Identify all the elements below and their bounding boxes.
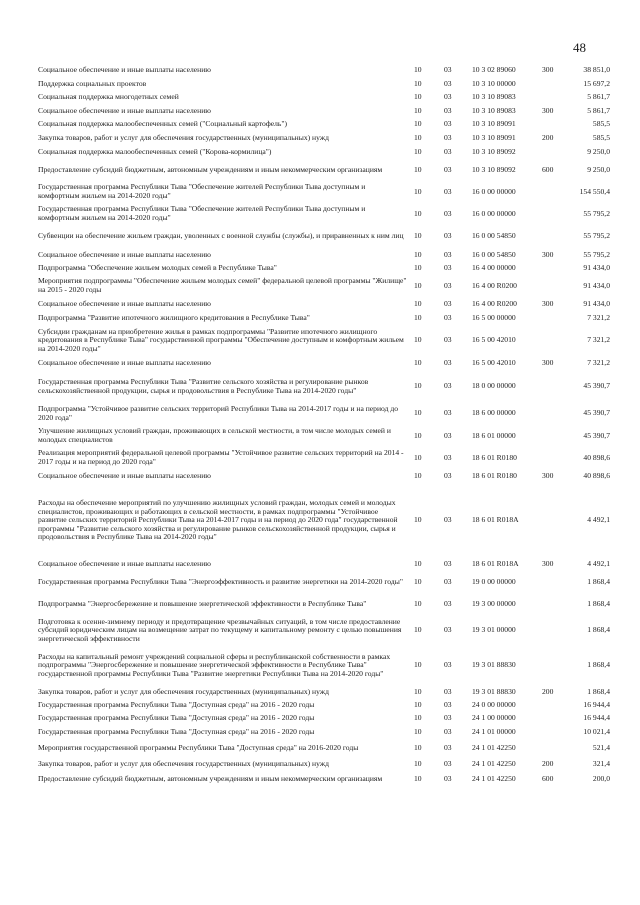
table-row [38, 615, 610, 646]
target-article-cell: 24 1 01 42250 [472, 758, 516, 768]
target-article-cell: 10 3 10 89091 [472, 119, 516, 129]
section-cell: 10 [414, 186, 422, 196]
table-row [38, 131, 610, 145]
expense-type-cell [542, 447, 570, 469]
subsection-cell: 03 [444, 186, 452, 196]
target-article-cell: 16 0 00 00000 [472, 186, 516, 196]
subsection-cell: 03 [444, 208, 452, 218]
amount-cell: 38 851,0 [583, 65, 610, 75]
expense-type-cell: 300 [542, 105, 554, 115]
section-cell: 10 [414, 686, 422, 696]
section-cell: 10 [414, 208, 422, 218]
amount-cell: 585,5 [592, 119, 610, 129]
subsection-cell: 03 [444, 146, 452, 156]
section-cell: 10 [414, 470, 422, 480]
name-cell: Социальное обеспечение и иные выплаты населению [38, 470, 211, 480]
name-cell: Улучшение жилищных условий граждан, проживающих в сельской местности, в том числе молодых семей и молодых специалистов [38, 426, 391, 444]
amount-cell: 4 492,1 [587, 515, 610, 525]
expense-type-cell [542, 739, 570, 757]
target-article-cell: 19 3 01 00000 [472, 625, 516, 635]
table-row [38, 483, 610, 558]
subsection-cell: 03 [444, 598, 452, 608]
expense-type-cell [542, 646, 570, 685]
section-cell: 10 [414, 358, 422, 368]
name-cell: Мероприятия государственной программы Республики Тыва "Доступная среда" на 2016-2020 годы [38, 742, 359, 752]
table-row [38, 159, 610, 181]
name-cell: Социальное обеспечение и иные выплаты населению [38, 358, 211, 368]
expense-type-cell: 300 [542, 249, 554, 259]
name-cell: Социальное обеспечение и иные выплаты населению [38, 298, 211, 308]
name-cell: Государственная программа Республики Тыва "Развитие сельского хозяйства и регулирование рынков сельскохозяйственной продукции, сырья и продовольствия в Республике Тыва на 2014-2020 годы" [38, 376, 369, 395]
target-article-cell: 24 1 01 42250 [472, 774, 516, 784]
section-cell: 10 [414, 559, 422, 569]
subsection-cell: 03 [444, 249, 452, 259]
target-article-cell: 16 4 00 R0200 [472, 280, 517, 290]
expense-type-cell [542, 699, 570, 712]
name-cell: Предоставление субсидий бюджетным, автономным учреждениям и иным некоммерческим организациям [38, 164, 383, 174]
expense-type-cell: 200 [542, 132, 554, 142]
table-row [38, 203, 610, 225]
expense-type-cell [542, 77, 570, 91]
amount-cell: 45 390,7 [583, 430, 610, 440]
name-cell: Подготовка к осенне-зимнему периоду и предотвращение чрезвычайных ситуаций, в том числе предоставление субсидий юридическим лицам на возмещение затрат по текущему и капитальному ремонту с целью повышения энергетической эффективности [38, 616, 402, 643]
section-cell: 10 [414, 742, 422, 752]
name-cell: Социальная поддержка малообеспеченных семей ("Корова-кормилица") [38, 146, 272, 156]
name-cell: Подпрограмма "Обеспечение жильем молодых семей в Республике Тыва" [38, 263, 277, 273]
amount-cell: 5 861,7 [587, 105, 610, 115]
amount-cell: 40 898,6 [583, 452, 610, 462]
table-row [38, 739, 610, 757]
section-cell: 10 [414, 263, 422, 273]
name-cell: Субсидии гражданам на приобретение жилья в рамках подпрограммы "Развитие ипотечного жилищного кредитования в Республике Тыва" государственной программы "Обеспечение доступным и комфортным жильем на 2014-2020 годы" [38, 326, 404, 353]
expense-type-cell [542, 203, 570, 225]
expense-type-cell: 600 [542, 164, 554, 174]
target-article-cell: 16 5 00 00000 [472, 312, 516, 322]
expense-type-cell: 600 [542, 774, 554, 784]
expense-type-cell [542, 712, 570, 725]
name-cell: Реализация мероприятий федеральной целевой программы "Устойчивое развитие сельских территорий на 2014 - 2017 годы и на период до 2020 года" [38, 448, 404, 466]
subsection-cell: 03 [444, 164, 452, 174]
target-article-cell: 16 0 00 54850 [472, 231, 516, 241]
amount-cell: 4 492,1 [587, 559, 610, 569]
target-article-cell: 18 6 00 00000 [472, 408, 516, 418]
amount-cell: 40 898,6 [583, 470, 610, 480]
name-cell: Государственная программа Республики Тыва "Обеспечение жителей Республики Тыва доступным и комфортным жильем на 2014-2020 годы" [38, 204, 366, 222]
target-article-cell: 18 0 00 00000 [472, 381, 516, 391]
table-body [38, 64, 610, 788]
expense-type-cell [542, 225, 570, 248]
target-article-cell: 16 5 00 42010 [472, 358, 516, 368]
expense-type-cell [542, 275, 570, 297]
name-cell: Государственная программа Республики Тыва "Доступная среда" на 2016 - 2020 годы [38, 726, 315, 736]
subsection-cell: 03 [444, 312, 452, 322]
target-article-cell: 10 3 10 00000 [472, 78, 516, 88]
section-cell: 10 [414, 515, 422, 525]
name-cell: Социальное обеспечение и иные выплаты населению [38, 65, 211, 75]
target-article-cell: 18 6 01 R0180 [472, 470, 517, 480]
amount-cell: 200,0 [592, 774, 610, 784]
table-row [38, 104, 610, 118]
table-row [38, 225, 610, 248]
table-row [38, 685, 610, 699]
expense-type-cell: 300 [542, 470, 554, 480]
name-cell: Социальное обеспечение и иные выплаты населению [38, 105, 211, 115]
subsection-cell: 03 [444, 65, 452, 75]
table-row [38, 356, 610, 371]
amount-cell: 1 868,4 [587, 576, 610, 586]
amount-cell: 55 795,2 [583, 231, 610, 241]
table-row [38, 64, 610, 77]
amount-cell: 5 861,7 [587, 92, 610, 102]
section-cell: 10 [414, 430, 422, 440]
amount-cell: 15 697,2 [583, 78, 610, 88]
expense-type-cell [542, 725, 570, 739]
target-article-cell: 18 6 01 00000 [472, 430, 516, 440]
section-cell: 10 [414, 249, 422, 259]
section-cell: 10 [414, 576, 422, 586]
name-cell: Государственная программа Республики Тыва "Энергоэффективность и развитие энергетики на 2014-2020 годы" [38, 576, 403, 586]
target-article-cell: 10 3 10 89092 [472, 146, 516, 156]
subsection-cell: 03 [444, 742, 452, 752]
table-row [38, 571, 610, 593]
expense-type-cell [542, 325, 570, 356]
subsection-cell: 03 [444, 381, 452, 391]
section-cell: 10 [414, 280, 422, 290]
name-cell: Закупка товаров, работ и услуг для обеспечения государственных (муниципальных) нужд [38, 132, 329, 142]
name-cell: Закупка товаров, работ и услуг для обеспечения государственных (муниципальных) нужд [38, 686, 329, 696]
subsection-cell: 03 [444, 298, 452, 308]
subsection-cell: 03 [444, 758, 452, 768]
expense-type-cell [542, 181, 570, 203]
amount-cell: 1 868,4 [587, 686, 610, 696]
subsection-cell: 03 [444, 263, 452, 273]
section-cell: 10 [414, 92, 422, 102]
subsection-cell: 03 [444, 660, 452, 670]
amount-cell: 1 868,4 [587, 625, 610, 635]
name-cell: Расходы на обеспечение мероприятий по улучшению жилищных условий граждан, молодых семей и молодых специалистов, проживающих и работающих в сельской местности, в рамках подпрограммы "Устойчивое развитие сельских территорий Республики Тыва на 2014-2017 годы и на период до 2020 года" государственной программы "Развитие сельского хозяйства и регулирование рынков сельскохозяйственной продукции, сырья и продовольствия в Республике Тыва на 2014-2020 годы" [38, 498, 398, 542]
target-article-cell: 16 4 00 00000 [472, 263, 516, 273]
expense-type-cell: 300 [542, 298, 554, 308]
amount-cell: 55 795,2 [583, 249, 610, 259]
amount-cell: 154 550,4 [579, 186, 610, 196]
table-row [38, 181, 610, 203]
amount-cell: 1 868,4 [587, 660, 610, 670]
target-article-cell: 16 5 00 42010 [472, 335, 516, 345]
subsection-cell: 03 [444, 119, 452, 129]
subsection-cell: 03 [444, 358, 452, 368]
amount-cell: 91 434,0 [583, 280, 610, 290]
table-row [38, 469, 610, 483]
name-cell: Государственная программа Республики Тыва "Доступная среда" на 2016 - 2020 годы [38, 713, 315, 723]
section-cell: 10 [414, 335, 422, 345]
section-cell: 10 [414, 774, 422, 784]
section-cell: 10 [414, 78, 422, 88]
expense-type-cell: 300 [542, 358, 554, 368]
table-row [38, 118, 610, 131]
amount-cell: 9 250,0 [587, 164, 610, 174]
expense-type-cell: 300 [542, 559, 554, 569]
name-cell: Подпрограмма "Развитие ипотечного жилищного кредитования в Республике Тыва" [38, 312, 310, 322]
subsection-cell: 03 [444, 105, 452, 115]
name-cell: Социальное обеспечение и иные выплаты населению [38, 559, 211, 569]
subsection-cell: 03 [444, 559, 452, 569]
section-cell: 10 [414, 758, 422, 768]
amount-cell: 9 250,0 [587, 146, 610, 156]
subsection-cell: 03 [444, 408, 452, 418]
name-cell: Социальная поддержка многодетных семей [38, 92, 179, 102]
amount-cell: 7 321,2 [587, 312, 610, 322]
amount-cell: 10 021,4 [583, 726, 610, 736]
table-row [38, 425, 610, 447]
target-article-cell: 16 0 00 54850 [472, 249, 516, 259]
name-cell: Расходы на капитальный ремонт учреждений социальной сферы и республиканской собственности в рамках подпрограммы "Энергосбережение и повышение энергетической эффективности в Республике Тыва" государственной программы Республики Тыва "Развитие энергетики Республики Тыва на 2014-2020 годы" [38, 651, 391, 678]
target-article-cell: 10 3 10 89092 [472, 164, 516, 174]
name-cell: Государственная программа Республики Тыва "Доступная среда" на 2016 - 2020 годы [38, 700, 315, 710]
target-article-cell: 16 4 00 R0200 [472, 298, 517, 308]
subsection-cell: 03 [444, 280, 452, 290]
amount-cell: 91 434,0 [583, 263, 610, 273]
amount-cell: 45 390,7 [583, 381, 610, 391]
expense-type-cell [542, 91, 570, 104]
section-cell: 10 [414, 452, 422, 462]
section-cell: 10 [414, 164, 422, 174]
name-cell: Мероприятия подпрограммы "Обеспечение жильем молодых семей" федеральной целевой программы "Жилище" на 2015 - 2020 годы [38, 276, 407, 294]
section-cell: 10 [414, 381, 422, 391]
amount-cell: 91 434,0 [583, 298, 610, 308]
expense-type-cell [542, 118, 570, 131]
target-article-cell: 24 1 00 00000 [472, 713, 516, 723]
subsection-cell: 03 [444, 515, 452, 525]
amount-cell: 521,4 [592, 742, 610, 752]
expense-type-cell [542, 425, 570, 447]
expense-type-cell [542, 145, 570, 159]
target-article-cell: 10 3 10 89083 [472, 92, 516, 102]
section-cell: 10 [414, 726, 422, 736]
table-row [38, 646, 610, 685]
table-row [38, 371, 610, 402]
expense-type-cell: 200 [542, 686, 554, 696]
target-article-cell: 19 3 01 88830 [472, 686, 516, 696]
subsection-cell: 03 [444, 774, 452, 784]
amount-cell: 321,4 [592, 758, 610, 768]
table-row [38, 311, 610, 325]
amount-cell: 1 868,4 [587, 598, 610, 608]
table-row [38, 145, 610, 159]
subsection-cell: 03 [444, 430, 452, 440]
section-cell: 10 [414, 231, 422, 241]
expense-type-cell [542, 402, 570, 425]
table-row [38, 77, 610, 91]
section-cell: 10 [414, 713, 422, 723]
subsection-cell: 03 [444, 726, 452, 736]
target-article-cell: 24 1 01 00000 [472, 726, 516, 736]
target-article-cell: 19 3 01 88830 [472, 660, 516, 670]
table-row [38, 248, 610, 262]
expense-type-cell [542, 262, 570, 275]
subsection-cell: 03 [444, 92, 452, 102]
amount-cell: 55 795,2 [583, 208, 610, 218]
name-cell: Государственная программа Республики Тыва "Обеспечение жителей Республики Тыва доступным и комфортным жильем на 2014-2020 годы" [38, 182, 366, 200]
section-cell: 10 [414, 65, 422, 75]
table-row [38, 262, 610, 275]
section-cell: 10 [414, 298, 422, 308]
subsection-cell: 03 [444, 132, 452, 142]
amount-cell: 585,5 [592, 132, 610, 142]
subsection-cell: 03 [444, 686, 452, 696]
target-article-cell: 16 0 00 00000 [472, 208, 516, 218]
table-row [38, 593, 610, 615]
table-row [38, 725, 610, 739]
target-article-cell: 18 6 01 R018A [472, 559, 519, 569]
section-cell: 10 [414, 146, 422, 156]
amount-cell: 7 321,2 [587, 358, 610, 368]
table-row [38, 712, 610, 725]
amount-cell: 16 944,4 [583, 700, 610, 710]
section-cell: 10 [414, 312, 422, 322]
name-cell: Закупка товаров, работ и услуг для обеспечения государственных (муниципальных) нужд [38, 758, 329, 768]
subsection-cell: 03 [444, 452, 452, 462]
name-cell: Социальное обеспечение и иные выплаты населению [38, 249, 211, 259]
section-cell: 10 [414, 132, 422, 142]
target-article-cell: 19 0 00 00000 [472, 576, 516, 586]
amount-cell: 7 321,2 [587, 335, 610, 345]
subsection-cell: 03 [444, 335, 452, 345]
section-cell: 10 [414, 408, 422, 418]
expense-type-cell: 200 [542, 758, 554, 768]
section-cell: 10 [414, 660, 422, 670]
target-article-cell: 19 3 00 00000 [472, 598, 516, 608]
table-row [38, 91, 610, 104]
table-row [38, 757, 610, 771]
subsection-cell: 03 [444, 231, 452, 241]
target-article-cell: 24 1 01 42250 [472, 742, 516, 752]
name-cell: Подпрограмма "Энергосбережение и повышение энергетической эффективности в Республике Тыва" [38, 598, 367, 608]
name-cell: Поддержка социальных проектов [38, 78, 147, 88]
section-cell: 10 [414, 625, 422, 635]
target-article-cell: 10 3 02 89060 [472, 65, 516, 75]
name-cell: Социальная поддержка малообеспеченных семей ("Социальный картофель") [38, 119, 287, 129]
name-cell: Субвенции на обеспечение жильем граждан, уволенных с военной службы (службы), и приравненных к ним лиц [38, 231, 404, 241]
table-row [38, 297, 610, 311]
expense-type-cell: 300 [542, 65, 554, 75]
expense-type-cell [542, 615, 570, 646]
section-cell: 10 [414, 119, 422, 129]
table-row [38, 771, 610, 788]
target-article-cell: 10 3 10 89083 [472, 105, 516, 115]
table-row [38, 447, 610, 469]
subsection-cell: 03 [444, 625, 452, 635]
amount-cell: 16 944,4 [583, 713, 610, 723]
section-cell: 10 [414, 700, 422, 710]
table-row [38, 275, 610, 297]
table-row [38, 558, 610, 571]
page-number: 48 [573, 40, 586, 55]
subsection-cell: 03 [444, 713, 452, 723]
table-row [38, 699, 610, 712]
budget-table [38, 64, 610, 788]
name-cell: Подпрограмма "Устойчивое развитие сельских территорий Республики Тыва на 2014-2017 годы и на период до 2020 года" [38, 403, 399, 422]
table-row [38, 325, 610, 356]
expense-type-cell [542, 483, 570, 558]
subsection-cell: 03 [444, 78, 452, 88]
section-cell: 10 [414, 598, 422, 608]
subsection-cell: 03 [444, 576, 452, 586]
target-article-cell: 24 0 00 00000 [472, 700, 516, 710]
subsection-cell: 03 [444, 700, 452, 710]
subsection-cell: 03 [444, 470, 452, 480]
name-cell: Предоставление субсидий бюджетным, автономным учреждениям и иным некоммерческим организациям [38, 774, 383, 784]
table-row [38, 402, 610, 425]
expense-type-cell [542, 311, 570, 325]
target-article-cell: 10 3 10 89091 [472, 132, 516, 142]
target-article-cell: 18 6 01 R018A [472, 515, 519, 525]
expense-type-cell [542, 571, 570, 593]
amount-cell: 45 390,7 [583, 408, 610, 418]
expense-type-cell [542, 593, 570, 615]
section-cell: 10 [414, 105, 422, 115]
expense-type-cell [542, 371, 570, 402]
target-article-cell: 18 6 01 R0180 [472, 452, 517, 462]
